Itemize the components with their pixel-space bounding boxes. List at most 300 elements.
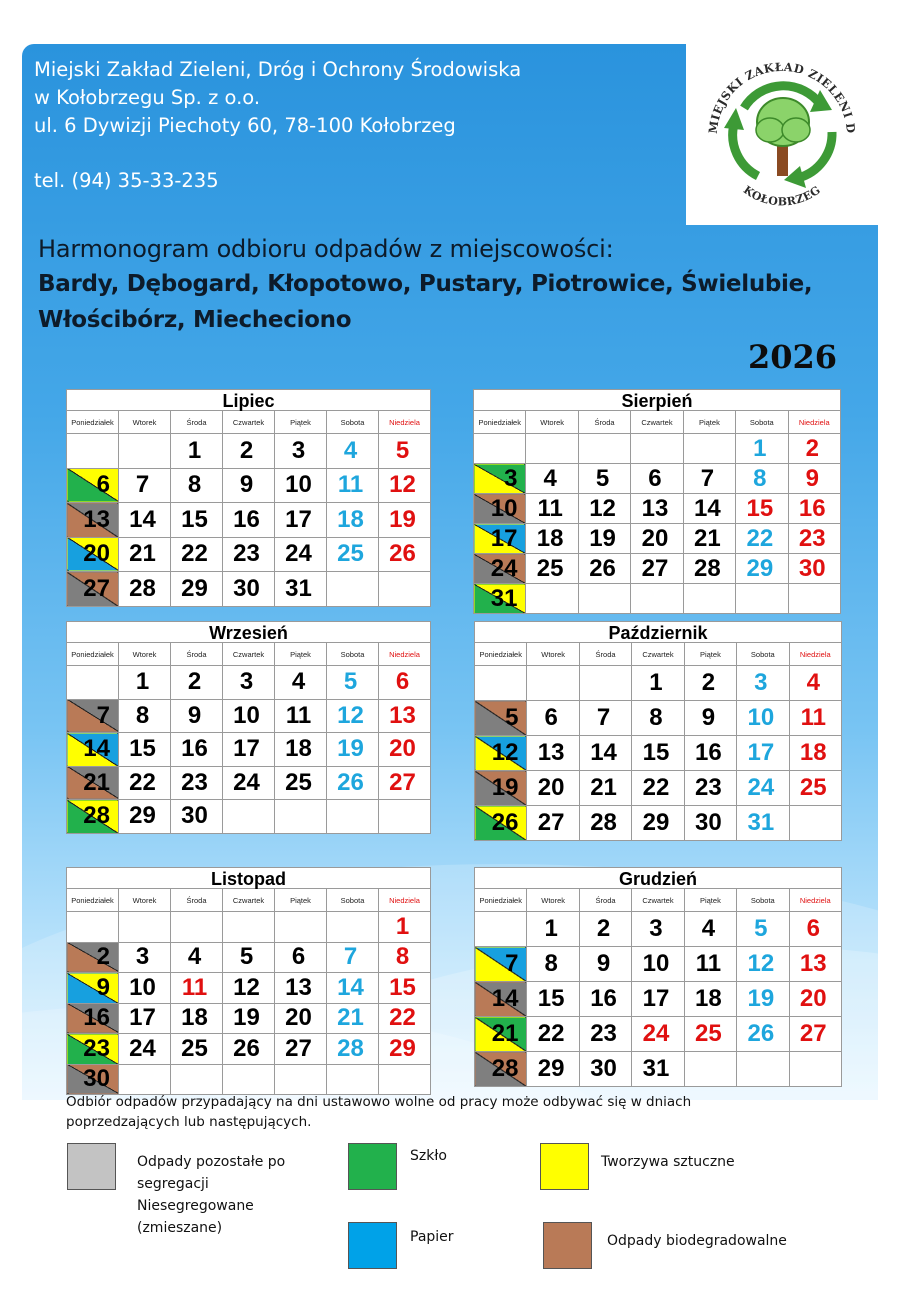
day-number: 15 [537,985,565,1012]
day-number: 1 [649,669,663,696]
schedule-year: 2026 [748,338,838,376]
day-number: 10 [747,704,775,731]
day-cell [737,1017,789,1052]
day-number: 3 [754,669,768,696]
day-number: 27 [389,768,416,796]
day-cell [327,1003,379,1034]
day-cell [684,771,736,806]
day-number: 28 [83,802,110,830]
day-number: 8 [649,704,663,731]
empty-cell [67,912,119,943]
day-cell [684,912,736,947]
day-number: 4 [187,943,202,971]
weekday-friday: Piątek [275,643,327,666]
day-number: 12 [233,973,260,1001]
month-title: Lipiec [66,389,431,410]
day-number: 20 [799,985,827,1012]
collection-day-cell [474,464,526,494]
day-number: 29 [389,1034,416,1062]
day-cell [119,733,171,767]
day-cell [171,434,223,469]
weekday-tuesday: Wtorek [119,411,171,434]
day-cell [684,947,736,982]
day-cell [579,1017,631,1052]
villages-list [38,266,812,338]
day-number: 5 [505,704,519,731]
day-number: 1 [544,915,558,942]
day-cell [526,524,578,554]
day-cell [579,736,631,771]
day-cell [684,806,736,841]
day-number: 25 [337,540,364,568]
day-number: 16 [798,494,826,522]
empty-cell [275,912,327,943]
day-number: 18 [285,735,312,763]
company-logo [686,44,878,225]
weekday-thursday: Czwartek [223,889,275,912]
logo-city-text: KOŁOBRZEG [740,183,824,209]
day-cell [527,1052,579,1087]
day-number: 14 [491,985,519,1012]
day-cell [788,434,840,464]
weekday-sunday: Niedziela [789,889,841,912]
day-number: 26 [589,554,616,582]
day-cell [632,1017,684,1052]
empty-cell [683,434,735,464]
day-number: 6 [648,464,662,492]
tree-recycle-icon [724,86,832,188]
day-number: 9 [187,701,202,729]
weekday-wednesday: Środa [171,643,223,666]
day-cell [223,942,275,973]
villages-line-2: Włościbórz, Miecheciono [38,307,352,333]
day-number: 9 [805,464,819,492]
day-number: 13 [285,973,312,1001]
day-cell [327,973,379,1004]
empty-cell [275,1064,327,1095]
day-number: 19 [491,774,519,801]
day-number: 25 [285,768,312,796]
day-cell [789,1017,841,1052]
empty-cell [737,1052,789,1087]
day-cell [579,1052,631,1087]
collection-day-cell [67,766,119,800]
day-cell [223,733,275,767]
day-cell [379,503,431,538]
day-number: 10 [490,494,518,522]
day-number: 5 [239,943,254,971]
legend-swatch-plastic [540,1143,589,1190]
day-number: 28 [129,574,156,602]
empty-cell [527,666,579,701]
day-cell [788,524,840,554]
day-number: 23 [83,1034,110,1062]
day-cell [327,942,379,973]
day-cell [275,699,327,733]
weekday-thursday: Czwartek [631,411,683,434]
day-number: 20 [285,1004,312,1032]
day-cell [736,494,788,524]
weekday-saturday: Sobota [327,643,379,666]
day-number: 24 [233,768,260,796]
day-cell [171,666,223,700]
day-number: 5 [754,915,768,942]
weekday-sunday: Niedziela [789,643,841,666]
day-cell [789,736,841,771]
day-number: 17 [129,1004,156,1032]
company-address: ul. 6 Dywizji Piechoty 60, 78-100 Kołobrzeg [34,114,456,137]
day-number: 2 [187,668,202,696]
empty-cell [171,912,223,943]
weekday-thursday: Czwartek [223,643,275,666]
collection-day-cell [67,468,119,503]
day-number: 6 [395,668,410,696]
calendar-4 [474,621,842,841]
day-number: 15 [746,494,774,522]
day-number: 17 [285,505,312,533]
empty-cell [579,666,631,701]
day-cell [632,666,684,701]
legend-swatch-paper [348,1222,397,1269]
weekday-tuesday: Wtorek [527,889,579,912]
collection-day-cell [67,733,119,767]
day-number: 31 [490,584,518,612]
day-number: 18 [181,1004,208,1032]
day-number: 3 [504,464,518,492]
day-number: 24 [642,1020,670,1047]
day-cell [526,464,578,494]
weekday-monday: Poniedziałek [475,643,527,666]
day-cell [632,912,684,947]
weekday-friday: Piątek [684,643,736,666]
day-number: 14 [129,505,156,533]
collection-day-cell [67,572,119,607]
collection-day-cell [67,1003,119,1034]
day-cell [171,766,223,800]
day-cell [223,434,275,469]
calendar-5 [66,867,431,1095]
day-cell [737,701,789,736]
day-cell [579,947,631,982]
day-cell [683,464,735,494]
weekday-friday: Piątek [275,411,327,434]
day-cell [684,736,736,771]
day-number: 2 [239,436,254,464]
day-number: 3 [649,915,663,942]
day-cell [579,912,631,947]
collection-day-cell [474,494,526,524]
empty-cell [119,434,171,469]
day-number: 20 [389,735,416,763]
day-cell [119,503,171,538]
empty-cell [67,434,119,469]
day-cell [737,806,789,841]
day-number: 8 [753,464,767,492]
note-line-2: poprzedzających lub następujących. [66,1114,312,1130]
day-number: 13 [83,505,110,533]
day-cell [327,1034,379,1065]
day-cell [327,733,379,767]
day-cell [171,537,223,572]
day-cell [275,733,327,767]
company-info [34,56,521,195]
weekday-monday: Poniedziałek [474,411,526,434]
day-number: 9 [239,471,254,499]
day-number: 30 [590,1055,617,1082]
day-cell [683,494,735,524]
day-number: 14 [337,973,364,1001]
day-cell [275,1034,327,1065]
day-cell [632,806,684,841]
day-number: 29 [181,574,208,602]
weekday-sunday: Niedziela [379,889,431,912]
legend-label-mixed [137,1151,285,1239]
day-cell [171,503,223,538]
day-cell [119,973,171,1004]
empty-cell [683,584,735,614]
day-number: 10 [129,973,156,1001]
logo-emblem [686,44,878,225]
day-number: 26 [389,540,416,568]
empty-cell [684,1052,736,1087]
day-number: 17 [642,985,670,1012]
day-number: 7 [96,701,110,729]
day-cell [527,806,579,841]
day-cell [379,537,431,572]
note-line-1: Odbiór odpadów przypadający na dni ustawowo wolne od pracy może odbywać się w dniach [66,1094,692,1110]
day-cell [119,1003,171,1034]
day-number: 12 [491,739,519,766]
day-number: 30 [695,809,722,836]
day-number: 29 [642,809,670,836]
day-number: 12 [389,471,416,499]
day-number: 20 [641,524,669,552]
day-cell [275,766,327,800]
weekday-wednesday: Środa [579,643,631,666]
day-cell [379,973,431,1004]
day-number: 15 [181,505,208,533]
day-number: 16 [83,1004,110,1032]
day-cell [223,1003,275,1034]
day-number: 7 [135,471,150,499]
weekday-tuesday: Wtorek [527,643,579,666]
collection-day-cell [67,1064,119,1095]
day-cell [275,572,327,607]
day-number: 23 [590,1020,617,1047]
day-cell [631,464,683,494]
day-number: 25 [799,774,827,801]
collection-day-cell [474,584,526,614]
day-number: 7 [505,950,519,977]
legend-label-bio: Odpady biodegradowalne [607,1233,787,1249]
day-cell [275,1003,327,1034]
empty-cell [67,666,119,700]
weekday-monday: Poniedziałek [475,889,527,912]
weekday-saturday: Sobota [736,411,788,434]
day-cell [684,701,736,736]
schedule-heading [38,232,812,338]
day-cell [579,701,631,736]
day-cell [379,766,431,800]
day-cell [379,1034,431,1065]
legend-mixed-line-3: Niesegregowane [137,1198,254,1214]
calendar-6 [474,867,842,1087]
day-cell [119,942,171,973]
empty-cell [631,584,683,614]
day-number: 27 [641,554,669,582]
collection-day-cell [67,537,119,572]
collection-day-cell [67,973,119,1004]
weekday-monday: Poniedziałek [67,889,119,912]
collection-day-cell [475,736,527,771]
day-cell [119,537,171,572]
day-number: 16 [233,505,260,533]
day-number: 30 [233,574,260,602]
company-phone: tel. (94) 35-33-235 [34,169,219,192]
month-title: Sierpień [473,389,841,410]
day-number: 30 [83,1065,110,1093]
day-cell [379,733,431,767]
day-number: 25 [181,1034,208,1062]
day-cell [578,524,630,554]
day-number: 7 [596,704,611,731]
day-number: 11 [285,701,312,729]
month-title: Październik [474,621,842,642]
day-cell [789,771,841,806]
day-number: 8 [135,701,150,729]
day-number: 19 [747,985,775,1012]
day-number: 26 [337,768,364,796]
day-cell [327,699,379,733]
day-number: 28 [337,1034,364,1062]
legend-label-paper: Papier [410,1229,454,1245]
day-number: 9 [96,973,110,1001]
day-cell [737,982,789,1017]
day-number: 6 [96,471,110,499]
collection-day-cell [475,1017,527,1052]
day-number: 19 [589,524,616,552]
legend-swatch-glass [348,1143,397,1190]
day-number: 4 [543,464,557,492]
day-number: 10 [642,950,670,977]
calendar-1 [66,389,431,607]
heading-title: Harmonogram odbioru odpadów z miejscowości: [38,235,614,263]
day-cell [632,701,684,736]
day-cell [119,572,171,607]
day-cell [327,434,379,469]
day-cell [578,464,630,494]
day-number: 30 [798,554,826,582]
day-number: 17 [490,524,518,552]
day-cell [631,524,683,554]
empty-cell [379,1064,431,1095]
day-number: 29 [129,802,156,830]
collection-day-cell [475,982,527,1017]
day-number: 4 [343,436,358,464]
day-cell [223,468,275,503]
day-number: 13 [641,494,669,522]
company-name: Miejski Zakład Zieleni, Dróg i Ochrony Środowiska [34,58,522,81]
legend-swatch-mixed [67,1143,116,1190]
day-number: 2 [805,434,819,462]
day-number: 20 [83,540,110,568]
day-number: 10 [233,701,260,729]
collection-day-cell [475,771,527,806]
collection-day-cell [474,524,526,554]
day-cell [223,537,275,572]
day-cell [632,771,684,806]
day-cell [223,503,275,538]
day-number: 19 [389,505,416,533]
day-cell [788,554,840,584]
day-number: 22 [181,540,208,568]
weekday-wednesday: Środa [579,889,631,912]
day-number: 20 [537,774,565,801]
empty-cell [526,584,578,614]
weekday-tuesday: Wtorek [119,889,171,912]
empty-cell [379,800,431,834]
day-cell [789,701,841,736]
day-number: 6 [291,943,306,971]
month-title: Grudzień [474,867,842,888]
calendar-3 [66,621,431,834]
day-cell [379,942,431,973]
day-number: 26 [491,809,519,836]
weekday-sunday: Niedziela [788,411,840,434]
day-number: 8 [395,943,410,971]
day-number: 28 [491,1055,519,1082]
day-number: 10 [285,471,312,499]
weekday-monday: Poniedziałek [67,411,119,434]
day-cell [379,912,431,943]
day-number: 5 [343,668,358,696]
day-cell [527,912,579,947]
day-cell [223,1034,275,1065]
empty-cell [789,1052,841,1087]
legend-label-plastic: Tworzywa sztuczne [601,1154,735,1170]
day-number: 15 [129,735,156,763]
legend-mixed-line-2: segregacji [137,1176,209,1192]
day-number: 21 [129,540,156,568]
day-cell [789,912,841,947]
day-number: 18 [536,524,564,552]
day-cell [171,942,223,973]
day-cell [171,1034,223,1065]
collection-day-cell [67,699,119,733]
empty-cell [475,912,527,947]
day-cell [737,666,789,701]
day-cell [223,699,275,733]
day-number: 27 [799,1020,827,1047]
day-number: 12 [747,950,775,977]
day-number: 12 [589,494,616,522]
empty-cell [327,800,379,834]
day-cell [119,468,171,503]
weekday-sunday: Niedziela [379,411,431,434]
day-cell [736,464,788,494]
day-number: 16 [181,735,208,763]
day-cell [578,554,630,584]
svg-text:KOŁOBRZEG [741,183,823,208]
day-cell [171,1003,223,1034]
day-cell [579,771,631,806]
day-number: 23 [798,524,826,552]
day-cell [683,554,735,584]
day-cell [788,494,840,524]
day-cell [526,554,578,584]
empty-cell [631,434,683,464]
empty-cell [789,806,841,841]
